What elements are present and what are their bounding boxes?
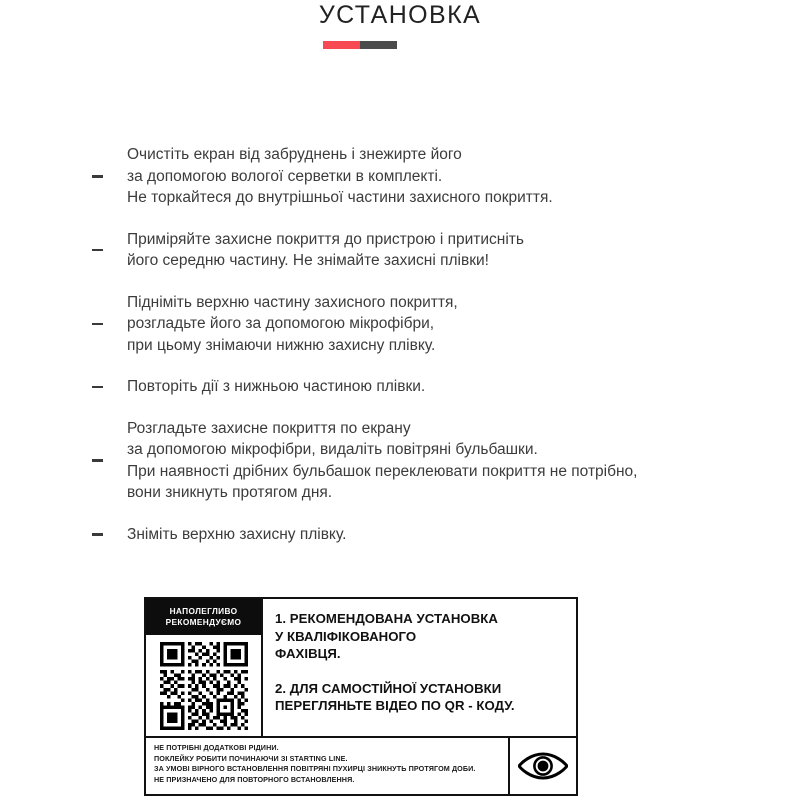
recommendation-label-card [144,597,578,796]
label-card-right-column [263,599,576,736]
instruction-step [92,144,752,209]
qr-code-container[interactable] [146,635,261,736]
instruction-line: його середню частину. Не знімайте захисні плівки! [127,252,489,269]
fineprint-line: НЕ ПРИЗНАЧЕНО ДЛЯ ПОВТОРНОГО ВСТАНОВЛЕННЯ. [154,774,355,784]
instruction-step-text [127,524,752,546]
fineprint-line: ПОКЛЕЙКУ РОБИТИ ПОЧИНАЮЧИ ЗІ STARTING LINE. [154,753,348,763]
instruction-line: При наявності дрібних бульбашок переклеювати покриття не потрібно, [127,462,638,480]
fineprint-block [146,738,508,794]
instruction-step [92,376,752,398]
instruction-step [92,524,752,546]
instruction-step-text [127,418,752,504]
instruction-step-text [127,229,752,272]
qr-code-icon[interactable] [160,642,248,730]
instruction-step-text [127,292,752,357]
fineprint-line: НЕ ПОТРІБНІ ДОДАТКОВІ РІДИНИ. [154,743,279,752]
eye-icon [518,752,568,780]
instruction-line: Не торкайтеся до внутрішньої частини захисного покриття. [127,189,553,206]
badge-line-1: НАПОЛЕГЛИВО [169,606,238,616]
instruction-line: Зніміть верхню захисну плівку. [127,525,347,543]
instruction-step [92,292,752,357]
instruction-line: Приміряйте захисне покриття до пристрою і притисніть [127,230,524,248]
promo-line: 2. ДЛЯ САМОСТІЙНОЇ УСТАНОВКИ [275,680,502,696]
dash-bullet-icon [92,249,127,252]
fineprint-line: ЗА УМОВІ ВІРНОГО ВСТАНОВЛЕННЯ ПОВІТРЯНІ ПУХИРЦІ ЗНИКНУТЬ ПРОТЯГОМ ДОБИ. [154,764,476,774]
dash-bullet-icon [92,386,127,389]
instruction-line: за допомогою вологої серветки в комплекті. [127,167,443,185]
dash-bullet-icon [92,533,127,536]
badge-line-2: РЕКОМЕНДУЄМО [165,617,242,627]
title-divider-red-segment [323,41,360,49]
dash-bullet-icon [92,459,127,462]
strongly-recommended-badge [146,599,261,635]
instruction-line: Очистіть екран від забруднень і знежирте його [127,146,462,163]
instruction-line: за допомогою мікрофібри, видаліть повітряні бульбашки. [127,441,538,458]
promo-line: ПЕРЕГЛЯНЬТЕ ВІДЕО ПО QR - КОДУ. [275,698,515,713]
eye-icon-cell [508,738,576,794]
label-card-left-column [146,599,263,736]
instruction-step [92,418,752,504]
page-title: УСТАНОВКА [318,1,482,29]
instruction-step-text [127,144,752,209]
dash-bullet-icon [92,323,127,326]
instruction-line: при цьому знімаючи нижню захисну плівку. [127,336,436,354]
instruction-line: Повторіть дії з нижньою частиною плівки. [127,378,426,395]
instruction-steps-list [92,144,752,565]
instruction-line: Розгладьте захисне покриття по екрану [127,419,411,437]
dash-bullet-icon [92,175,127,178]
promo-item-2 [275,680,568,715]
instruction-line: Підніміть верхню частину захисного покриття, [127,293,458,311]
instruction-step [92,229,752,272]
label-card-bottom-row [146,736,576,794]
title-divider-gray-segment [360,41,397,49]
promo-line: 1. РЕКОМЕНДОВАНА УСТАНОВКА [275,611,498,626]
instruction-line: вони зникнуть протягом дня. [127,484,333,501]
label-card-top-row [146,599,576,736]
promo-line: ФАХІВЦЯ. [275,646,341,661]
instruction-line: розгладьте його за допомогою мікрофібри, [127,315,435,332]
promo-line: У КВАЛІФІКОВАНОГО [275,628,417,644]
title-divider [323,41,397,49]
instruction-step-text [127,376,752,398]
promo-item-1 [275,610,568,663]
